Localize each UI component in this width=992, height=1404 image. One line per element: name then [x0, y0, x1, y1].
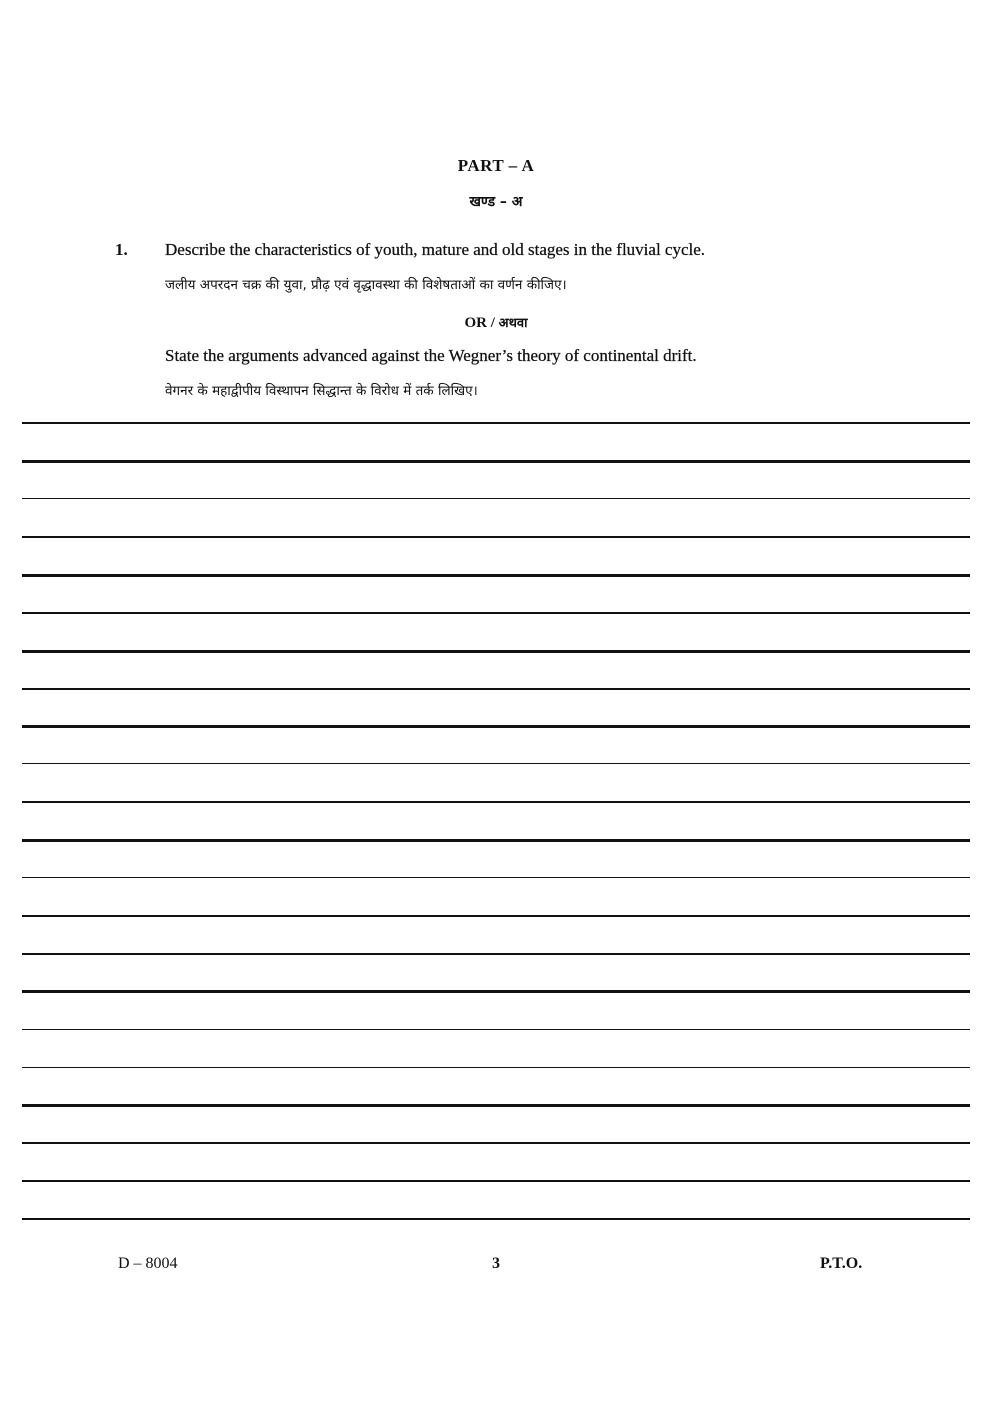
answer-line — [22, 1142, 970, 1144]
answer-line — [22, 460, 970, 463]
or-separator-hindi: अथवा — [498, 316, 528, 331]
answer-line — [22, 498, 970, 499]
question-option-b-hindi: वेगनर के महाद्वीपीय विस्थापन सिद्धान्त के विरोध में तर्क लिखिए। — [165, 383, 478, 399]
answer-line — [22, 536, 970, 538]
answer-line — [22, 990, 970, 993]
answer-line — [22, 1180, 970, 1182]
answer-line — [22, 1067, 970, 1068]
or-separator — [0, 313, 992, 332]
answer-line — [22, 612, 970, 614]
footer-paper-code: D – 8004 — [118, 1255, 178, 1272]
answer-line — [22, 422, 970, 424]
answer-line — [22, 839, 970, 842]
answer-line — [22, 763, 970, 764]
question-option-a-hindi: जलीय अपरदन चक्र की युवा, प्रौढ़ एवं वृद्धावस्था की विशेषताओं का वर्णन कीजिए। — [165, 277, 567, 293]
answer-line — [22, 877, 970, 878]
footer-pto: P.T.O. — [820, 1255, 863, 1272]
question-number: 1. — [115, 240, 128, 259]
answer-line — [22, 650, 970, 653]
answer-line — [22, 801, 970, 803]
answer-line — [22, 1104, 970, 1107]
answer-line — [22, 574, 970, 577]
question-option-b-english: State the arguments advanced against the Wegner’s theory of continental drift. — [165, 346, 697, 365]
answer-line — [22, 1029, 970, 1030]
footer-page-number: 3 — [492, 1255, 500, 1272]
or-separator-english: OR / — [464, 315, 499, 331]
answer-line — [22, 915, 970, 917]
part-title: PART – A — [457, 156, 535, 175]
answer-line — [22, 1218, 970, 1220]
answer-line — [22, 688, 970, 690]
answer-line — [22, 953, 970, 955]
answer-line — [22, 725, 970, 728]
part-title-hindi: खण्ड – अ — [469, 194, 523, 210]
question-option-a-english: Describe the characteristics of youth, mature and old stages in the fluvial cycle. — [165, 240, 706, 259]
